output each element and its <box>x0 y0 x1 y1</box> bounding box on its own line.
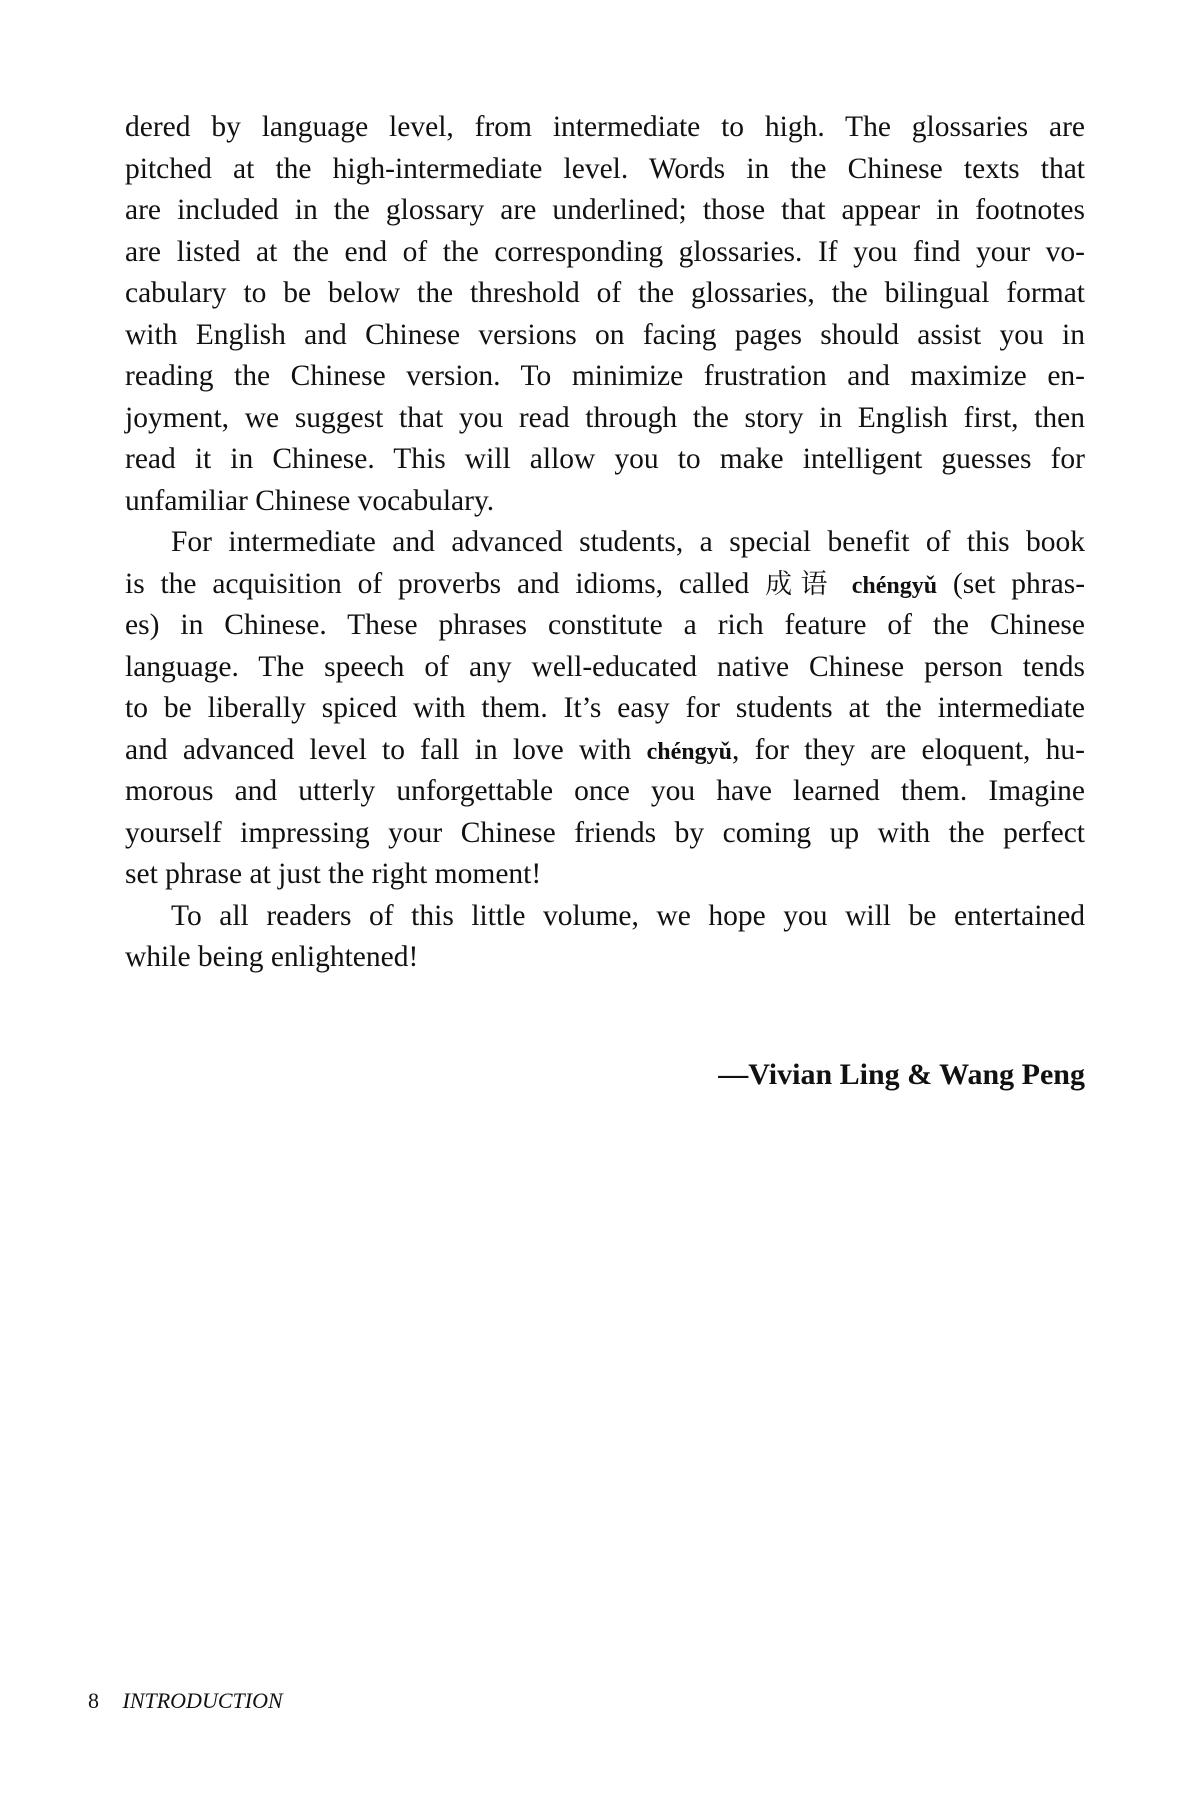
text-line: to be liberally spiced with them. It’s easy for students at the intermediate <box>125 692 1085 724</box>
chinese-term: 成语 <box>765 568 836 600</box>
body-text <box>125 107 1085 979</box>
text-line: joyment, we suggest that you read through the story in English first, then <box>125 401 1085 434</box>
text-line: To all readers of this little volume, we hope you will be entertained <box>171 899 1085 932</box>
text-line: with English and Chinese versions on facing pages should assist you in <box>125 318 1085 351</box>
text-line: cabulary to be below the threshold of the glossaries, the bilingual format <box>125 277 1085 309</box>
text-line: are listed at the end of the corresponding glossaries. If you find your vo- <box>125 235 1085 268</box>
text-line: morous and utterly unforgettable once you have learned them. Imagine <box>125 775 1085 807</box>
pinyin-term: chéngyǔ <box>851 572 938 599</box>
text-line: dered by language level, from intermediate to high. The glossaries are <box>125 111 1085 143</box>
author-signature: —Vivian Ling & Wang Peng <box>718 1058 1085 1091</box>
text-line: is the acquisition of proverbs and idioms, called 成语 chéngyǔ (set phras- <box>125 567 1086 600</box>
text-line: read it in Chinese. This will allow you to make intelligent guesses for <box>125 443 1085 475</box>
text-line: are included in the glossary are underlined; those that appear in footnotes <box>125 194 1085 226</box>
text-line: yourself impressing your Chinese friends by coming up with the perfect <box>125 816 1085 849</box>
page-number: 8 <box>88 1688 99 1713</box>
text-line: language. The speech of any well-educated native Chinese person tends <box>125 650 1085 683</box>
running-head: INTRODUCTION <box>122 1688 283 1713</box>
text-line: pitched at the high-intermediate level. Words in the Chinese texts that <box>125 152 1085 185</box>
text-line: es) in Chinese. These phrases constitute a rich feature of the Chinese <box>125 609 1085 641</box>
text-line: For intermediate and advanced students, a special benefit of this book <box>171 526 1085 558</box>
text-line: while being enlightened! <box>125 941 419 973</box>
text-line: and advanced level to fall in love with chéngyǔ, for they are eloquent, hu- <box>125 733 1085 766</box>
text-line: unfamiliar Chinese vocabulary. <box>125 484 495 517</box>
pinyin-term: chéngyǔ <box>646 738 732 765</box>
text-line: reading the Chinese version. To minimize frustration and maximize en- <box>125 360 1085 392</box>
text-line: set phrase at just the right moment! <box>125 858 542 890</box>
page-footer <box>88 1688 283 1714</box>
